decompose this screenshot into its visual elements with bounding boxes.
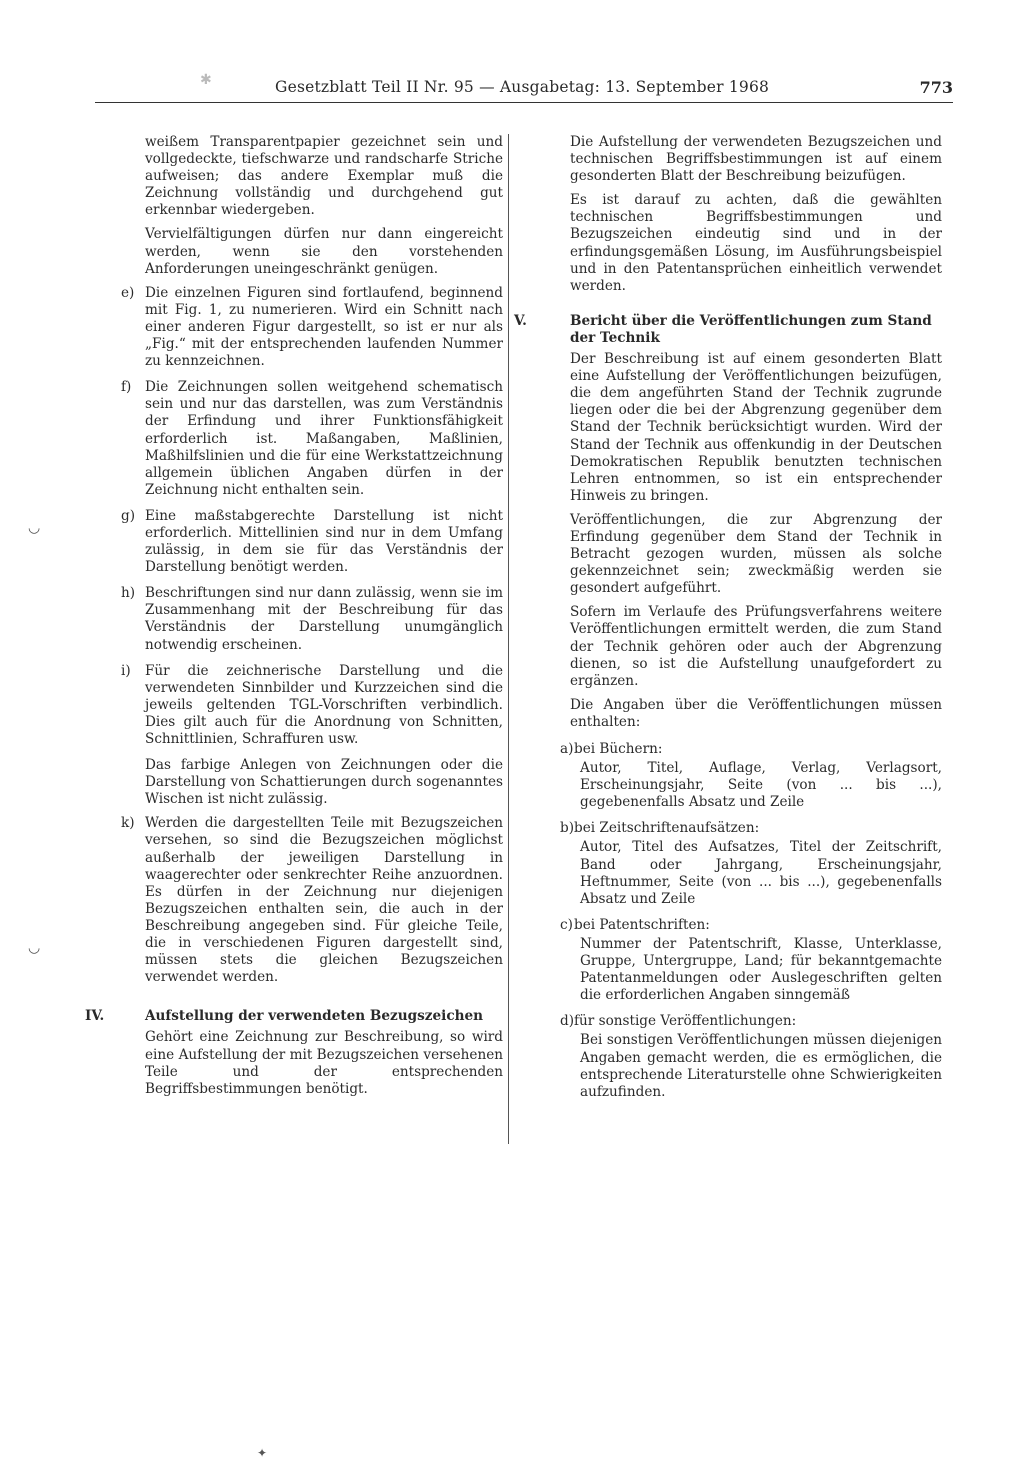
item-text: Für die zeichnerische Darstellung und die verwendeten Sinnbilder und Kurzzeichen sind die jeweils geltenden TGL-Vorschriften verbindlich. Dies gilt auch für die Anordnung von Schnitten, Schnittlinien, Schraffuren usw. — [145, 662, 503, 747]
paragraph: Sofern im Verlaufe des Prüfungsverfahrens weitere Veröffentlichungen ermittelt werden, die zum Stand der Technik gehören oder auch der Abgrenzung dienen, so ist die Aufstellung unaufgefordert zu ergänzen. — [570, 604, 942, 689]
item-heading: bei Patentschriften: — [574, 916, 710, 933]
list-item-d-head — [540, 1013, 942, 1030]
item-label: c) — [560, 916, 573, 933]
header-title: Gesetzblatt Teil II Nr. 95 — Ausgabetag: 13. September 1968 — [275, 78, 770, 96]
section-number: V. — [514, 312, 527, 329]
list-item-b-head — [540, 820, 942, 837]
scan-mark-icon: ◡ — [28, 940, 41, 956]
item-text: Eine maßstabgerechte Darstellung ist nicht erforderlich. Mittellinien sind nur in dem Umfang zulässig, in dem sie für das Verständnis der Darstellung benötigt werden. — [145, 507, 503, 576]
section-title: Bericht über die Veröffentlichungen zum Stand der Technik — [570, 312, 932, 346]
paragraph: Die Angaben über die Veröffentlichungen müssen enthalten: — [570, 696, 942, 730]
column-divider — [508, 134, 509, 1144]
scan-speck-icon: ✦ — [257, 1446, 268, 1460]
paragraph: Der Beschreibung ist auf einem gesonderten Blatt eine Aufstellung der Veröffentlichungen beizufügen, die dem angeführten Stand der Technik zugrunde liegen oder die bei der Abgrenzung gegenüber dem Stand der Technik berücksichtigt wurden. Wird der Stand der Technik aus offenkundig in der Deutschen Demokratischen Republik benutzten technischen Lehren entnommen, so ist ein entsprechender Hinweis zu bringen. — [570, 351, 942, 504]
list-item-f — [115, 379, 503, 499]
list-item-c-head — [540, 917, 942, 934]
paragraph: Vervielfältigungen dürfen nur dann eingereicht werden, wenn sie den vorstehenden Anforderungen uneingeschränkt genügen. — [145, 226, 503, 277]
item-label: a) — [560, 741, 574, 757]
item-heading: für sonstige Veröffentlichungen: — [574, 1013, 797, 1030]
page-number: 773 — [919, 78, 953, 97]
section-heading-v — [514, 312, 942, 347]
list-item-g — [115, 508, 503, 576]
paragraph: Veröffentlichungen, die zur Abgrenzung der Erfindung gegenüber dem Stand der Technik in Betracht gezogen wurden, müssen als solche gekennzeichnet sein; zweckmäßig werden sie gesondert aufgeführt. — [570, 511, 942, 597]
paragraph: Die Aufstellung der verwendeten Bezugszeichen und technischen Begriffsbestimmungen ist auf einem gesonderten Blatt der Beschreibung beizufügen. — [570, 134, 942, 185]
item-text: Autor, Titel des Aufsatzes, Titel der Zeitschrift, Band oder Jahrgang, Erscheinungsjahr, Heftnummer, Seite (von ... bis ...), gegebenenfalls Absatz und Zeile — [580, 839, 942, 907]
section-title: Aufstellung der verwendeten Bezugszeichen — [145, 1008, 484, 1025]
paragraph: weißem Transparentpapier gezeichnet sein und vollgedeckte, tiefschwarze und randscharfe Striche aufweisen; das andere Exemplar muß die Zeichnung vollständig und durchgehend gut erkennbar wiedergeben. — [145, 134, 503, 219]
item-label: e) — [121, 284, 135, 301]
left-column — [85, 134, 503, 1104]
item-label: f) — [121, 379, 132, 396]
item-label: b) — [560, 820, 575, 837]
section-heading-iv — [85, 1008, 503, 1025]
paragraph: Es ist darauf zu achten, daß die gewählten technischen Begriffsbestimmungen und Bezugszeichen eindeutig sind und in der erfindungsgemäßen Lösung, im Ausführungsbeispiel und in den Patentansprüchen einheitlich verwendet werden. — [570, 192, 942, 294]
section-number: IV. — [85, 1008, 105, 1025]
list-item-e — [115, 285, 503, 370]
list-item-k — [115, 815, 503, 986]
list-item-a-head — [540, 741, 942, 758]
item-text: Die einzelnen Figuren sind fortlaufend, beginnend mit Fig. 1, zu numerieren. Wird ein Schnitt nach einer anderen Figur dargestellt, so ist er nur als „Fig.“ mit der entsprechenden laufenden Nummer zu kennzeichnen. — [145, 284, 503, 370]
scan-speck-icon: ✱ — [200, 72, 212, 88]
right-column — [514, 134, 942, 1110]
item-label: g) — [121, 507, 136, 524]
item-text: Bei sonstigen Veröffentlichungen müssen diejenigen Angaben gemacht werden, die es ermöglichen, die entsprechende Literaturstelle ohne Schwierigkeiten aufzufinden. — [580, 1032, 942, 1100]
item-text: Autor, Titel, Auflage, Verlag, Verlagsort, Erscheinungsjahr, Seite (von ... bis ...), gegebenenfalls Absatz und Zeile — [580, 760, 942, 811]
scan-mark-icon: ◡ — [28, 520, 41, 536]
item-text: Werden die dargestellten Teile mit Bezugszeichen versehen, so sind die Bezugszeichen möglichst außerhalb der jeweiligen Darstellung in waagerechter oder senkrechter Reihe anzuordnen. Es dürfen in der Zeichnung nur diejenigen Bezugszeichen enthalten sein, die auch in der Beschreibung angegeben sind. Für gleiche Teile, die in verschiedenen Figuren dargestellt sind, müssen stets die gleichen Bezugszeichen verwendet werden. — [145, 815, 503, 986]
section-body: Gehört eine Zeichnung zur Beschreibung, so wird eine Aufstellung der mit Bezugszeichen versehenen Teile und der entsprechenden Begriffsbestimmungen benötigt. — [145, 1029, 503, 1097]
item-text: Beschriftungen sind nur dann zulässig, wenn sie im Zusammenhang mit der Beschreibung für das Verständnis der Darstellung unumgänglich notwendig erscheinen. — [145, 585, 503, 653]
item-label: k) — [121, 815, 135, 832]
item-label: h) — [121, 585, 136, 602]
item-label: d) — [560, 1013, 575, 1030]
item-label: i) — [121, 662, 131, 679]
paragraph: Das farbige Anlegen von Zeichnungen oder die Darstellung von Schattierungen durch sogenanntes Wischen ist nicht zulässig. — [145, 757, 503, 808]
item-text: Die Zeichnungen sollen weitgehend schematisch sein und nur das darstellen, was zum Verständnis der Erfindung und ihrer Funktionsfähigkeit erforderlich ist. Maßangaben, Maßlinien, Maßhilfslinien und die für eine Werkstattzeichnung allgemein üblichen Angaben dürfen in der Zeichnung nicht enthalten sein. — [145, 379, 503, 498]
item-heading: bei Büchern: — [574, 741, 663, 757]
list-item-i — [115, 663, 503, 748]
list-item-h — [115, 585, 503, 653]
item-heading: bei Zeitschriftenaufsätzen: — [574, 820, 760, 837]
page-header — [95, 76, 953, 103]
item-text: Nummer der Patentschrift, Klasse, Unterklasse, Gruppe, Untergruppe, Land; für bekanntgemachte Patentanmeldungen oder Auslegeschriften gelten die erforderlichen Angaben sinngemäß — [580, 935, 942, 1004]
